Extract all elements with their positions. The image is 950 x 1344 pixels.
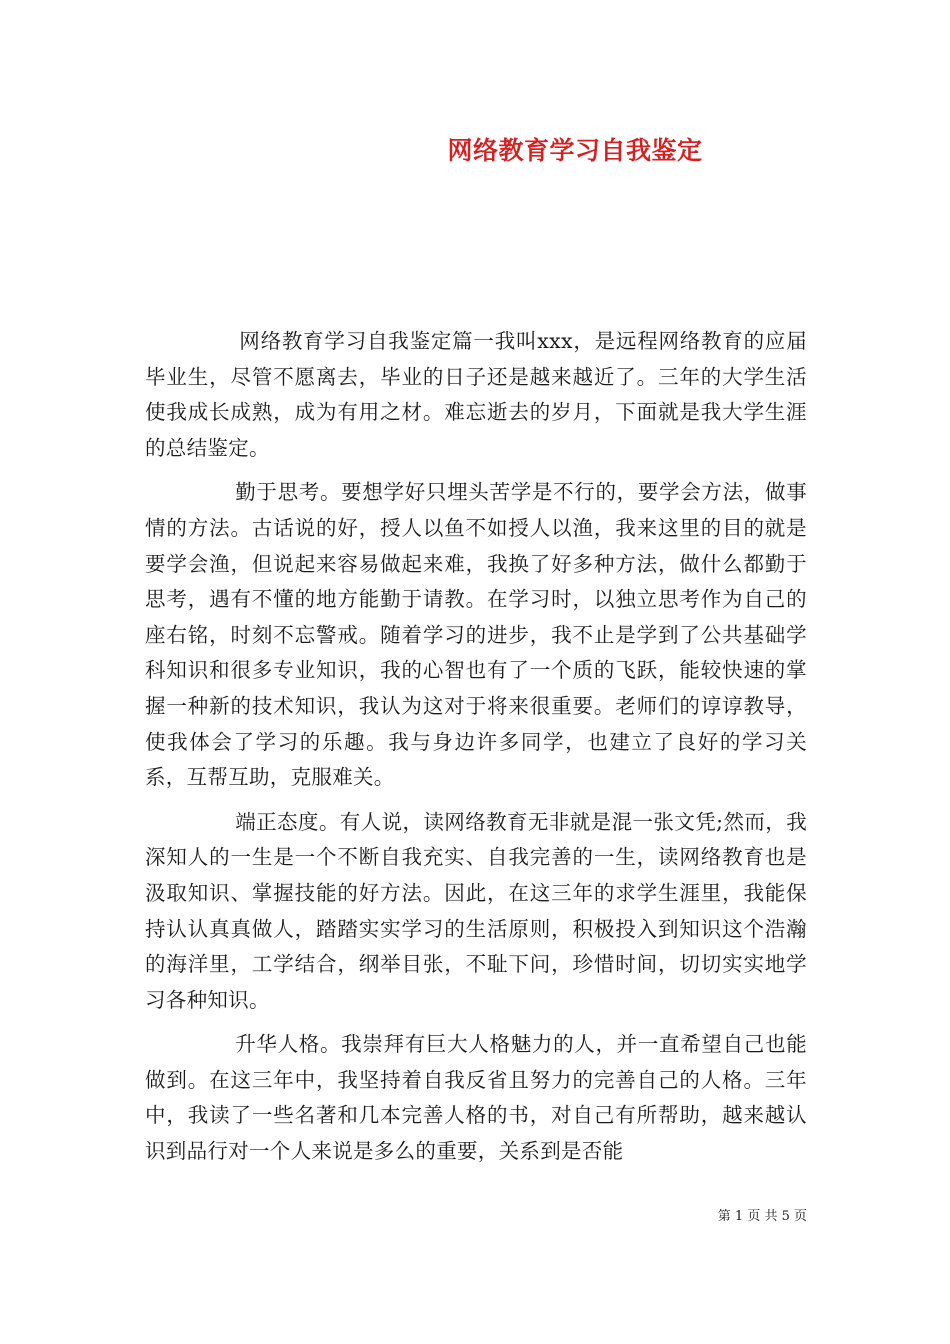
page-number-footer: 第 1 页 共 5 页: [717, 1209, 807, 1224]
paragraph-character: 升华人格。我崇拜有巨大人格魅力的人，并一直希望自己也能做到。在这三年中，我坚持着自我反省且努力的完善自己的人格。三年中，我读了一些名著和几本完善人格的书，对自己有所帮助，越来越认识到品行对一个人来说是多么的重要，关系到是否能: [145, 1032, 807, 1164]
document-body: [145, 324, 807, 1179]
document-title: 网络教育学习自我鉴定: [447, 136, 703, 165]
paragraph-intro: 网络教育学习自我鉴定篇一我叫xxx，是远程网络教育的应届毕业生，尽管不愿离去，毕业的日子还是越来越近了。三年的大学生活使我成长成熟，成为有用之材。难忘逝去的岁月，下面就是我大学生涯的总结鉴定。: [145, 329, 807, 460]
paragraph-attitude: 端正态度。有人说，读网络教育无非就是混一张文凭;然而，我深知人的一生是一个不断自我充实、自我完善的一生，读网络教育也是汲取知识、掌握技能的好方法。因此，在这三年的求学生涯里，我能保持认认真真做人，踏踏实实学习的生活原则，积极投入到知识这个浩瀚的海洋里，工学结合，纲举目张，不耻下问，珍惜时间，切切实实地学习各种知识。: [145, 809, 807, 1012]
paragraph-thinking: 勤于思考。要想学好只埋头苦学是不行的，要学会方法，做事情的方法。古话说的好，授人以鱼不如授人以渔，我来这里的目的就是要学会渔，但说起来容易做起来难，我换了好多种方法，做什么都勤于思考，遇有不懂的地方能勤于请教。在学习时，以独立思考作为自己的座右铭，时刻不忘警戒。随着学习的进步，我不止是学到了公共基础学科知识和很多专业知识，我的心智也有了一个质的飞跃，能较快速的掌握一种新的技术知识，我认为这对于将来很重要。老师们的谆谆教导，使我体会了学习的乐趣。我与身边许多同学，也建立了良好的学习关系，互帮互助，克服难关。: [145, 480, 807, 790]
